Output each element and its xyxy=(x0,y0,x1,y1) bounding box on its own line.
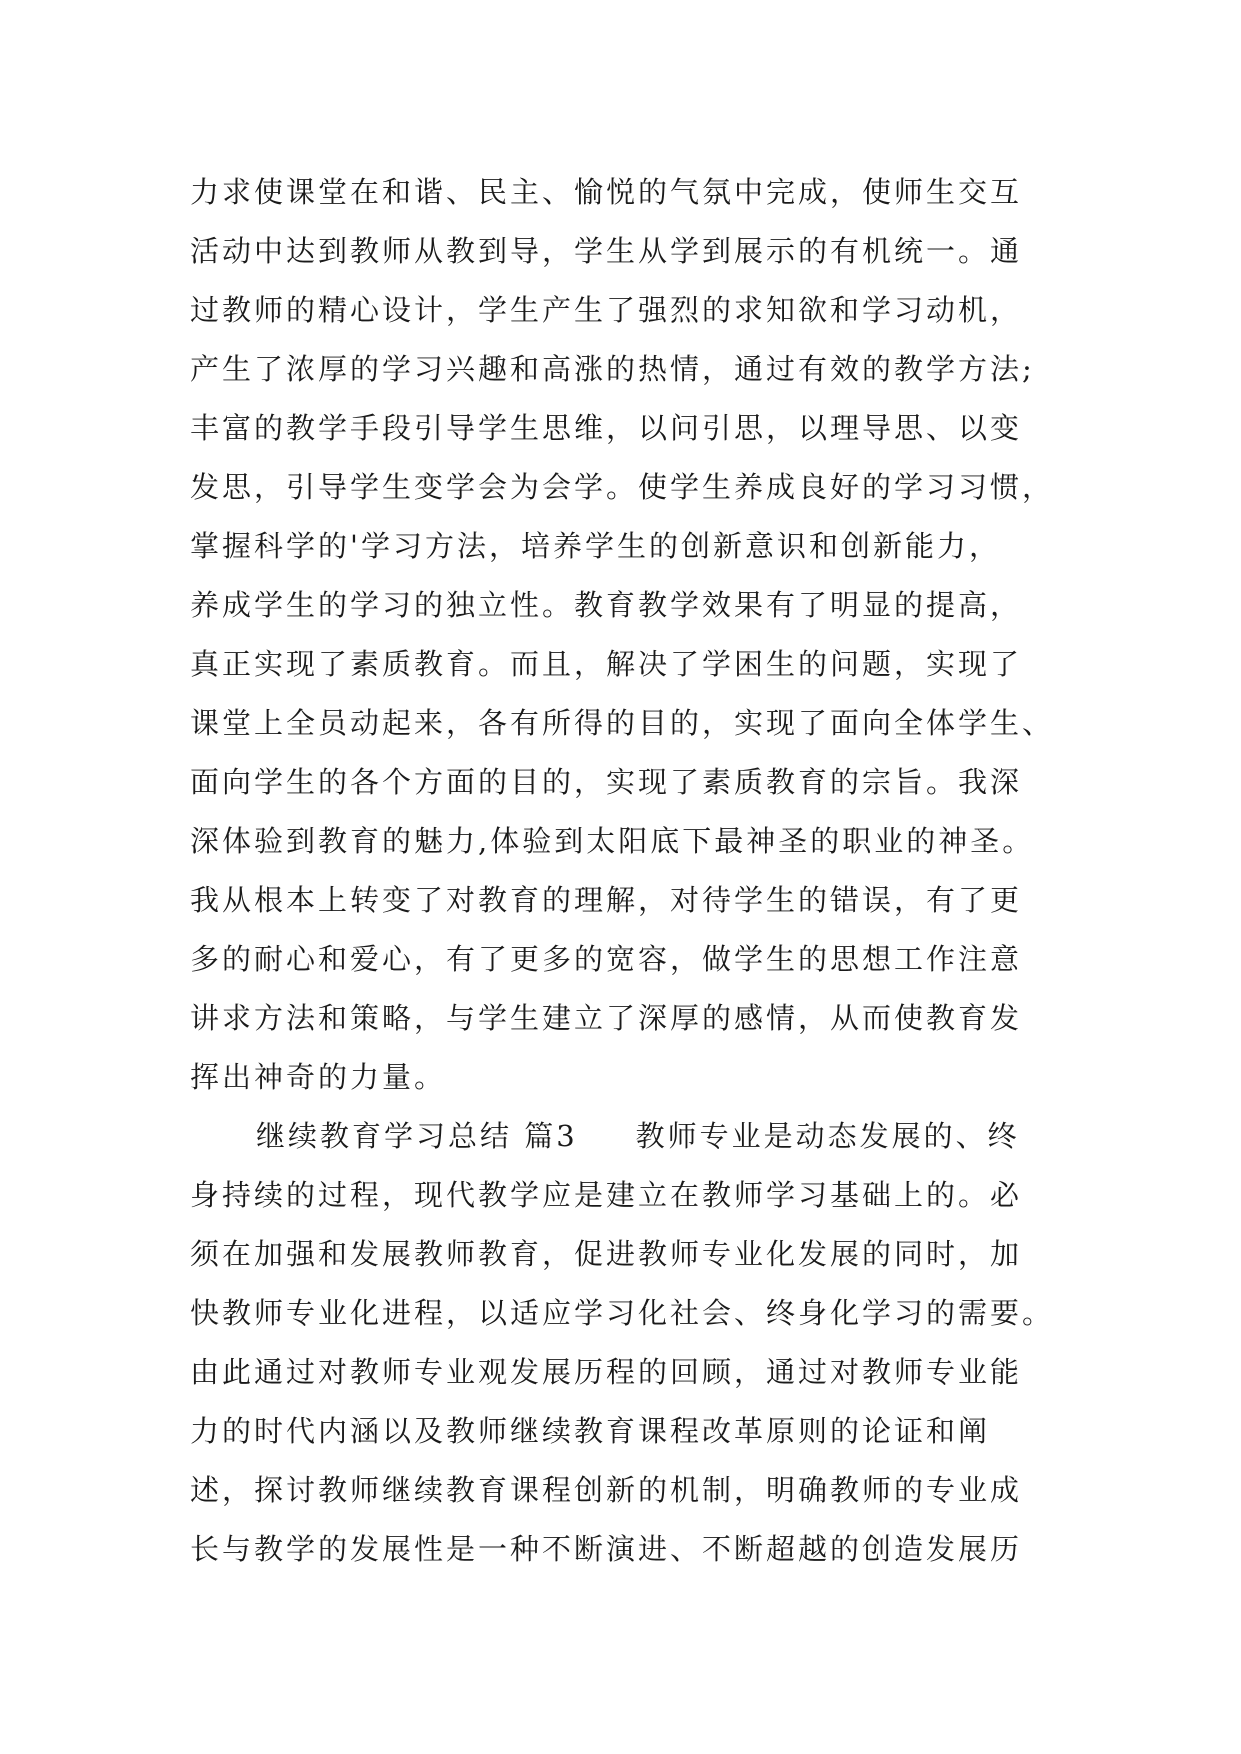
text-line: 活动中达到教师从教到导，学生从学到展示的有机统一。通 xyxy=(190,234,1023,268)
text-line: 讲求方法和策略，与学生建立了深厚的感情，从而使教育发 xyxy=(190,1001,1023,1035)
text-line: 述，探讨教师继续教育课程创新的机制，明确教师的专业成 xyxy=(190,1473,1023,1507)
text-line: 过教师的精心设计，学生产生了强烈的求知欲和学习动机， xyxy=(190,293,1023,327)
text-line: 产生了浓厚的学习兴趣和高涨的热情，通过有效的教学方法; xyxy=(190,352,1035,386)
text-line: 养成学生的学习的独立性。教育教学效果有了明显的提高， xyxy=(190,588,1023,622)
text-line: 力求使课堂在和谐、民主、愉悦的气氛中完成，使师生交互 xyxy=(190,175,1023,209)
text-line: 发思，引导学生变学会为会学。使学生养成良好的学习习惯， xyxy=(190,470,1055,504)
document-body xyxy=(190,163,1070,1579)
text-line: 须在加强和发展教师教育，促进教师专业化发展的同时，加 xyxy=(190,1237,1023,1271)
text-line: 课堂上全员动起来，各有所得的目的，实现了面向全体学生、 xyxy=(190,706,1055,740)
text-line: 掌握科学的'学习方法，培养学生的创新意识和创新能力， xyxy=(190,529,1001,563)
paragraph-2-opening: 教师专业是动态发展的、终 xyxy=(635,1119,1020,1153)
text-line: 多的耐心和爱心，有了更多的宽容，做学生的思想工作注意 xyxy=(190,942,1023,976)
text-line: 力的时代内涵以及教师继续教育课程改革原则的论证和阐 xyxy=(190,1414,991,1448)
paragraph-1 xyxy=(190,163,1070,1107)
text-line: 长与教学的发展性是一种不断演进、不断超越的创造发展历 xyxy=(190,1532,1023,1566)
text-line: 真正实现了素质教育。而且，解决了学困生的问题，实现了 xyxy=(190,647,1023,681)
text-line: 快教师专业化进程，以适应学习化社会、终身化学习的需要。 xyxy=(190,1296,1055,1330)
text-line: 我从根本上转变了对教育的理解，对待学生的错误，有了更 xyxy=(190,883,1023,917)
text-line: 深体验到教育的魅力,体验到太阳底下最神圣的职业的神圣。 xyxy=(190,824,1035,858)
section-heading: 继续教育学习总结 篇3 xyxy=(256,1119,578,1153)
section-heading-line xyxy=(190,1107,1070,1166)
text-line: 丰富的教学手段引导学生思维，以问引思，以理导思、以变 xyxy=(190,411,1023,445)
text-line: 由此通过对教师专业观发展历程的回顾，通过对教师专业能 xyxy=(190,1355,1023,1389)
text-line: 身持续的过程，现代教学应是建立在教师学习基础上的。必 xyxy=(190,1178,1023,1212)
paragraph-2 xyxy=(190,1107,1070,1579)
text-line: 挥出神奇的力量。 xyxy=(190,1060,447,1094)
text-line: 面向学生的各个方面的目的，实现了素质教育的宗旨。我深 xyxy=(190,765,1023,799)
